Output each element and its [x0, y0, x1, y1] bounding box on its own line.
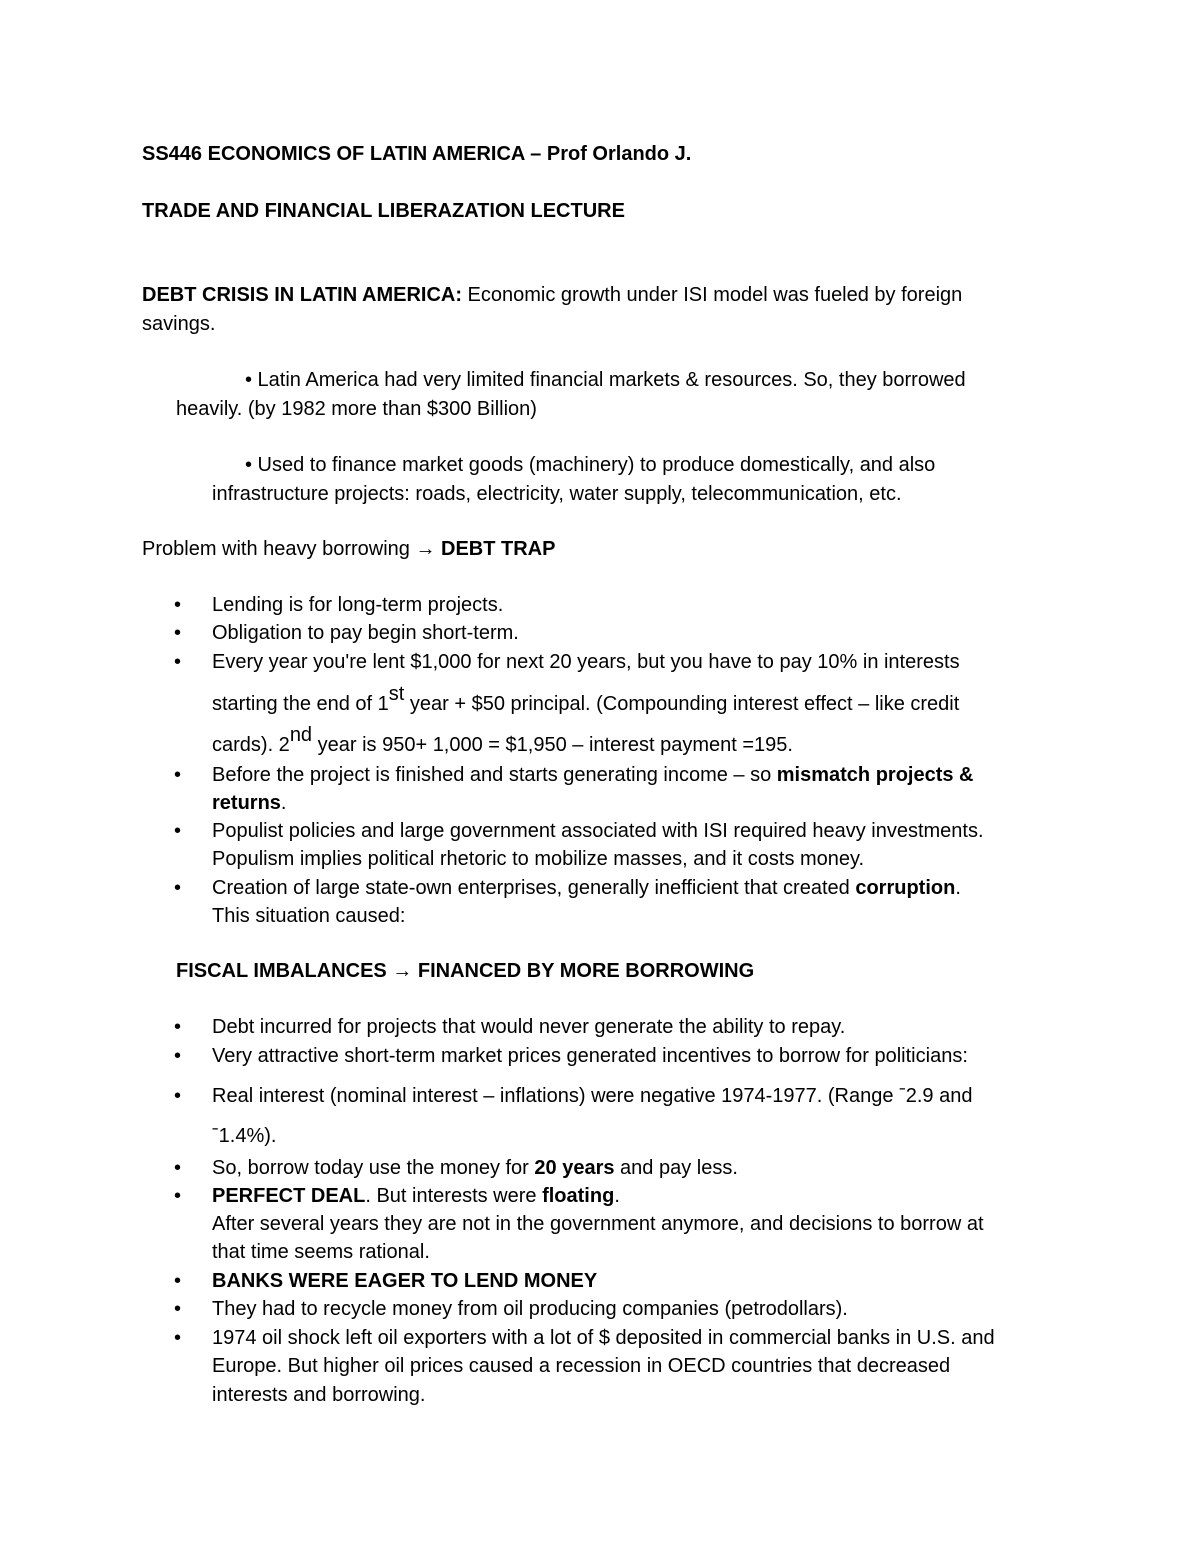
list-item: [212, 1082, 972, 1110]
list-item-cont: After several years they are not in the government anymore, and decisions to borrow at: [212, 1213, 984, 1235]
sub-point-1: • Latin America had very limited financial markets & resources. So, they borrowed: [245, 369, 966, 391]
bullet-glyph: •: [174, 764, 182, 786]
text-span: .: [955, 877, 961, 899]
text-span: . But interests were: [365, 1185, 543, 1207]
sub-point-2: • Used to finance market goods (machinery) to produce domestically, and also: [245, 454, 936, 476]
list-item-cont: Europe. But higher oil prices caused a recession in OECD countries that decreased: [212, 1355, 951, 1377]
list-item: They had to recycle money from oil producing companies (petrodollars).: [212, 1298, 848, 1320]
text-span: 1.4%).: [218, 1125, 277, 1147]
text-span: year + $50 principal. (Compounding interest effect – like credit: [404, 693, 960, 715]
lecture-title: TRADE AND FINANCIAL LIBERAZATION LECTURE: [142, 200, 625, 222]
bold-text: mismatch projects &: [776, 764, 974, 786]
debt-trap-label: DEBT TRAP: [441, 538, 556, 560]
text-span: .: [614, 1185, 620, 1207]
bullet-glyph: •: [174, 1298, 182, 1320]
superscript: nd: [289, 724, 313, 747]
list-item: [212, 1154, 738, 1182]
debt-crisis-intro-cont: savings.: [142, 313, 216, 335]
list-item-cont: interests and borrowing.: [212, 1384, 426, 1406]
bold-text: 20 years: [534, 1157, 615, 1179]
list-item-cont: [212, 724, 793, 759]
list-item: [212, 1182, 620, 1210]
list-item: [212, 874, 961, 902]
debt-crisis-paragraph: [142, 281, 962, 309]
list-item: Lending is for long-term projects.: [212, 594, 504, 616]
macron-glyph: ˉ: [899, 1085, 906, 1107]
list-item-cont: [212, 683, 960, 718]
text-span: Real interest (nominal interest – inflations) were negative 1974-1977. (Range: [212, 1085, 900, 1107]
text-span: 2.9 and: [905, 1085, 973, 1107]
bold-text: floating: [542, 1185, 615, 1207]
bullet-glyph: •: [174, 1085, 182, 1107]
bullet-glyph: •: [174, 1327, 182, 1349]
text-span: and pay less.: [614, 1157, 738, 1179]
sub-point-2-cont: infrastructure projects: roads, electricity, water supply, telecommunication, etc.: [212, 483, 902, 505]
list-item-cont: that time seems rational.: [212, 1241, 430, 1263]
bullet-glyph: •: [174, 1185, 182, 1207]
text-span: cards). 2: [212, 734, 290, 756]
list-item: Every year you're lent $1,000 for next 20 years, but you have to pay 10% in interests: [212, 651, 960, 673]
problem-text: Problem with heavy borrowing →: [142, 538, 442, 560]
bullet-glyph: •: [174, 1045, 182, 1067]
list-item: Obligation to pay begin short-term.: [212, 622, 519, 644]
list-item: Very attractive short-term market prices generated incentives to borrow for politicians:: [212, 1045, 968, 1067]
document-title: SS446 ECONOMICS OF LATIN AMERICA – Prof Orlando J.: [142, 143, 692, 165]
bold-text: PERFECT DEAL: [212, 1185, 366, 1207]
debt-crisis-heading: DEBT CRISIS IN LATIN AMERICA:: [142, 284, 462, 306]
list-item-cont: Populism implies political rhetoric to mobilize masses, and it costs money.: [212, 848, 865, 870]
list-item: Populist policies and large government associated with ISI required heavy investments.: [212, 820, 984, 842]
bold-text: returns: [212, 792, 281, 814]
list-item: Debt incurred for projects that would never generate the ability to repay.: [212, 1016, 846, 1038]
text-span: So, borrow today use the money for: [212, 1157, 535, 1179]
bullet-glyph: •: [174, 594, 182, 616]
debt-crisis-intro: Economic growth under ISI model was fueled by foreign: [462, 284, 963, 306]
bullet-glyph: •: [174, 820, 182, 842]
macron-glyph: ˉ: [212, 1125, 219, 1147]
text-span: Before the project is finished and starts generating income – so: [212, 764, 777, 786]
text-span: Creation of large state-own enterprises, generally inefficient that created: [212, 877, 856, 899]
list-item-cont: This situation caused:: [212, 905, 406, 927]
text-span: year is 950+ 1,000 = $1,950 – interest payment =195.: [312, 734, 793, 756]
bullet-glyph: •: [174, 1157, 182, 1179]
text-span: starting the end of 1: [212, 693, 389, 715]
sub-point-1-cont: heavily. (by 1982 more than $300 Billion): [176, 398, 537, 420]
list-item: BANKS WERE EAGER TO LEND MONEY: [212, 1270, 598, 1292]
bold-text: corruption: [855, 877, 956, 899]
bullet-glyph: •: [174, 1270, 182, 1292]
list-item: 1974 oil shock left oil exporters with a lot of $ deposited in commercial banks in U.S. and: [212, 1327, 995, 1349]
list-item-cont: [212, 1122, 276, 1150]
text-span: .: [280, 792, 287, 814]
list-item: [212, 761, 974, 789]
bullet-glyph: •: [174, 622, 182, 644]
fiscal-heading: FISCAL IMBALANCES → FINANCED BY MORE BORROWING: [176, 960, 755, 982]
list-item-cont: [212, 789, 286, 817]
superscript: st: [388, 683, 405, 706]
problem-line: [142, 535, 555, 563]
bullet-glyph: •: [174, 877, 182, 899]
bullet-glyph: •: [174, 1016, 182, 1038]
bullet-glyph: •: [174, 651, 182, 673]
